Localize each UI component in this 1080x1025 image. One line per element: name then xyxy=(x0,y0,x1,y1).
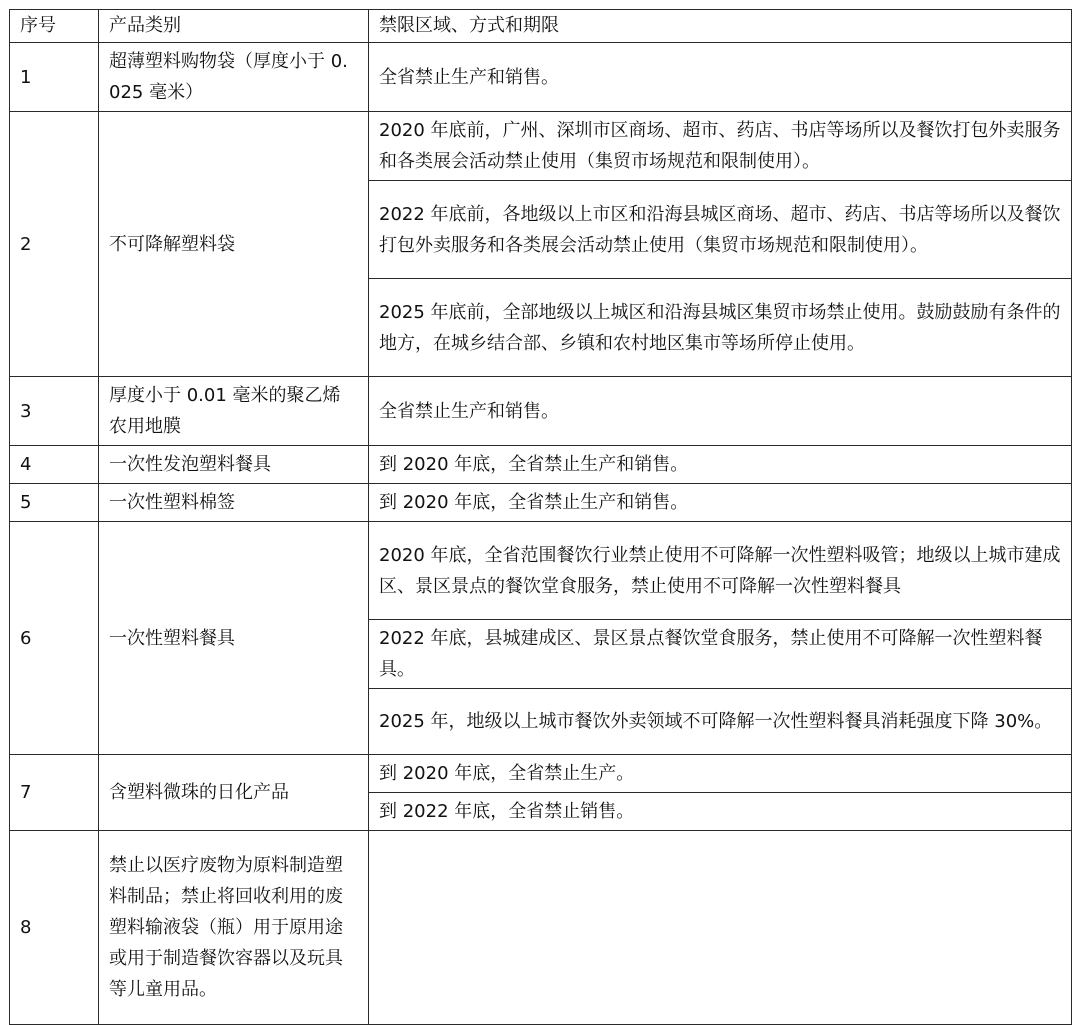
row-rule: 2022 年底，县城建成区、景区景点餐饮堂食服务，禁止使用不可降解一次性塑料餐具。 xyxy=(369,620,1072,689)
row-rule: 到 2020 年底，全省禁止生产和销售。 xyxy=(369,484,1072,522)
table-header-row xyxy=(10,10,1072,43)
row-category: 含塑料微珠的日化产品 xyxy=(99,755,369,831)
table-row xyxy=(10,755,1072,793)
row-category: 超薄塑料购物袋（厚度小于 0.025 毫米） xyxy=(99,43,369,112)
row-seq: 7 xyxy=(10,755,99,831)
row-seq: 3 xyxy=(10,377,99,446)
table-row xyxy=(10,484,1072,522)
header-category: 产品类别 xyxy=(99,10,369,43)
row-category: 禁止以医疗废物为原料制造塑料制品；禁止将回收利用的废塑料输液袋（瓶）用于原用途或用于制造餐饮容器以及玩具等儿童用品。 xyxy=(99,831,369,1025)
header-seq: 序号 xyxy=(10,10,99,43)
table-row xyxy=(10,831,1072,1025)
row-category: 一次性塑料棉签 xyxy=(99,484,369,522)
row-category: 一次性塑料餐具 xyxy=(99,522,369,755)
row-seq: 2 xyxy=(10,112,99,377)
header-rules: 禁限区域、方式和期限 xyxy=(369,10,1072,43)
table-row xyxy=(10,112,1072,181)
row-rule: 到 2020 年底，全省禁止生产。 xyxy=(369,755,1072,793)
row-category: 厚度小于 0.01 毫米的聚乙烯农用地膜 xyxy=(99,377,369,446)
row-rule: 全省禁止生产和销售。 xyxy=(369,43,1072,112)
row-rule: 2022 年底前，各地级以上市区和沿海县城区商场、超市、药店、书店等场所以及餐饮打包外卖服务和各类展会活动禁止使用（集贸市场规范和限制使用）。 xyxy=(369,181,1072,279)
row-seq: 4 xyxy=(10,446,99,484)
row-rule: 全省禁止生产和销售。 xyxy=(369,377,1072,446)
row-seq: 5 xyxy=(10,484,99,522)
table-row xyxy=(10,446,1072,484)
plastic-restriction-table xyxy=(9,9,1072,1025)
table-row xyxy=(10,377,1072,446)
row-rule: 2025 年底前，全部地级以上城区和沿海县城区集贸市场禁止使用。鼓励鼓励有条件的地方，在城乡结合部、乡镇和农村地区集市等场所停止使用。 xyxy=(369,279,1072,377)
row-seq: 1 xyxy=(10,43,99,112)
row-category: 一次性发泡塑料餐具 xyxy=(99,446,369,484)
row-rule-empty xyxy=(369,831,1072,1025)
row-rule: 2025 年，地级以上城市餐饮外卖领域不可降解一次性塑料餐具消耗强度下降 30%。 xyxy=(369,689,1072,755)
table-row xyxy=(10,522,1072,620)
row-rule: 到 2022 年底，全省禁止销售。 xyxy=(369,793,1072,831)
row-seq: 8 xyxy=(10,831,99,1025)
row-rule: 2020 年底前，广州、深圳市区商场、超市、药店、书店等场所以及餐饮打包外卖服务和各类展会活动禁止使用（集贸市场规范和限制使用）。 xyxy=(369,112,1072,181)
row-rule: 到 2020 年底，全省禁止生产和销售。 xyxy=(369,446,1072,484)
table-row xyxy=(10,43,1072,112)
row-category: 不可降解塑料袋 xyxy=(99,112,369,377)
row-seq: 6 xyxy=(10,522,99,755)
row-rule: 2020 年底，全省范围餐饮行业禁止使用不可降解一次性塑料吸管；地级以上城市建成区、景区景点的餐饮堂食服务，禁止使用不可降解一次性塑料餐具 xyxy=(369,522,1072,620)
